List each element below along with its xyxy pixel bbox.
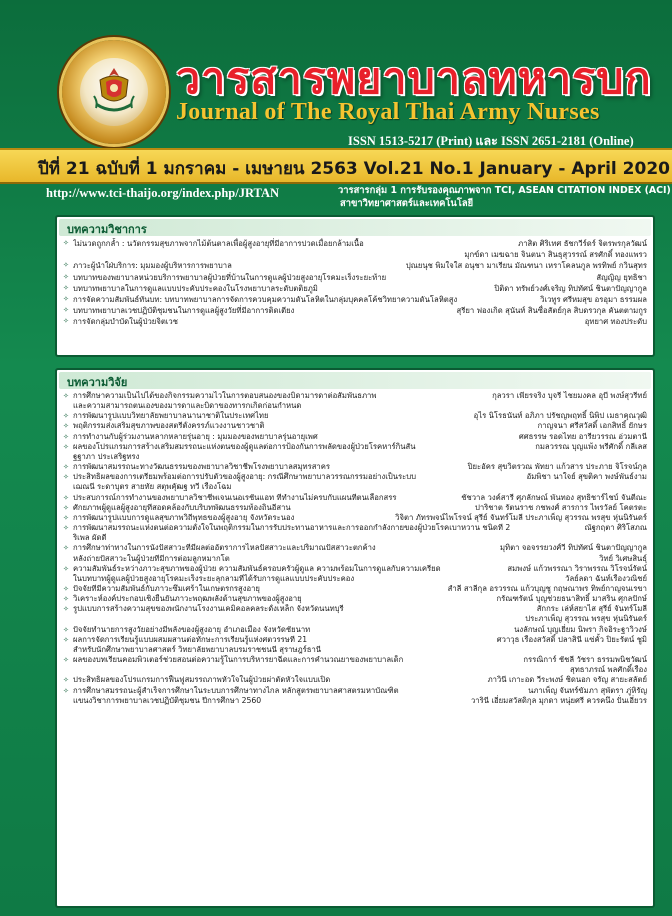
review-article-item xyxy=(63,272,647,283)
article-row xyxy=(73,305,647,316)
research-article-item xyxy=(63,472,647,492)
article-title: ✧ บทบาทพยาบาลในการดูแลแบบประคับประคองในโรงพยาบาลระดับตติยภูมิ xyxy=(73,283,318,293)
article-title: ✧ ปัจจัยทำนายการสูงวัยอย่างมีพลังของผู้สูงอายุ อำเภอเมือง จังหวัดชัยนาท xyxy=(73,624,311,634)
research-article-item xyxy=(63,391,647,411)
review-heading: บทความวิชาการ xyxy=(67,223,147,236)
article-authors: ชัชวาล วงค์สารี ศุภลักษณ์ พันทอง สุทธิชาร์ไชบ์ จันตีณะ xyxy=(461,492,647,502)
article-title: ✧ ผลของโปรแกรมการสร้างเสริมสมรรถนะแห่งตนของผู้ดูแลต่อการป้องกันการพลัดของผู้ป่วยโรคหาร์กินสัน xyxy=(73,441,416,451)
article-continuation: ฐฐาภา ประเสริฐทรง xyxy=(73,451,140,461)
article-authors: วิจิตา ภัทรพจน์ไพโรจน์ สุรีย์ จันทร์โมลี ประภาเพ็ญ สุวรรณ พรสุข หุ่นนิรันดร์ xyxy=(395,512,647,522)
article-row xyxy=(73,584,647,594)
research-article-item xyxy=(63,564,647,584)
article-continuation: เฌณนี ระดาบุตร สายทัย สตุพคุัฒฐ ทวี เรืองโฉม xyxy=(73,482,232,492)
article-title: ✧ ประสิทธิผลของการเตรียมพร้อมต่อการปรับตัวของผู้สูงอายุ: กรณีศึกษาพยาบาลวรรณกรรมอย่างเป็นระบบ xyxy=(73,472,416,482)
article-title: ✧ การพัฒนารูปแบบการดูแลสุขภาพวิถีพุทธของผู้สูงอายุ จังหวัดระนอง xyxy=(73,512,295,522)
article-title: ✧ ผลการจัดการเรียนรู้แบบผสมผสานต่อทักษะการเรียนรู้แห่งศตวรรษที่ 21 xyxy=(73,634,308,644)
article-continuation-row xyxy=(73,574,647,584)
article-authors: ภาวินี เกาะอด วีระพงษ์ ชิดนอก จรัญ สายะสลัตย์ xyxy=(487,675,647,685)
research-article-item xyxy=(63,686,647,706)
review-articles-box xyxy=(55,215,655,357)
article-title: ✧ การพัฒนาสมรรถนะแห่งตนต่อความตั้งใจในพฤติกรรมในการรับประทานอาหารและการออกกำลังกายของผู้ป่วยโรคเบาหวาน ชนิดที่ 2 xyxy=(73,523,511,533)
tci-line-1: วารสารกลุ่ม 1 การรับรองคุณภาพจาก TCI, ASEAN CITATION INDEX (ACI) xyxy=(338,185,671,196)
article-continuation: สำหรับนักศึกษาพยาบาลศาสตร์ วิทยาลัยพยาบาลบรมราชชนนี สุราษฎร์ธานี xyxy=(73,644,322,654)
article-authors: สมพงษ์ แก้วพรรณา วิราพรรณ วิโรจน์รัตน์ xyxy=(507,563,647,573)
article-authors: อัมพิชา นาใจย์ สุขติคา พงษ์พันธ์งาม xyxy=(526,472,647,482)
article-row xyxy=(73,594,647,604)
article-title: ✧ ความสัมพันธ์ระหว่างภาวะสุขภาพของผู้ป่วย ความสัมพันธ์ครอบครัวผู้ดูแล ความพร้อมในการดูแลกับความเครียด xyxy=(73,563,441,573)
article-row xyxy=(73,635,647,645)
article-title: ✧ การศึกษาสมรรถนะผู้สำเร็จการศึกษาในระบบการศึกษาทางไกล หลักสูตรพยาบาลศาสตรมหาบัณฑิต xyxy=(73,685,399,695)
article-row xyxy=(73,655,647,665)
article-title: ✧ ไม่นวดถูกกล้ำ : นวัตกรรมสุขภาพจากไม้ต้นตาลเพื่อผู้สูงอายุที่มีอาการปวดเมื่อยกล้ามเนื้อ xyxy=(73,239,364,248)
research-article-list xyxy=(57,391,653,706)
article-title: ✧ การพัฒนาสมรรถนะทางวัฒนธรรมของพยาบาลวิชาชีพโรงพยาบาลสมุทรสาคร xyxy=(73,462,331,472)
article-title: ✧ ผลของบทเรียนคอมพิวเตอร์ช่วยสอนต่อความรู้ในการบริหารยาฉีดและการคำนวณยาของพยาบาลเด็ก xyxy=(73,655,404,665)
article-continuation-row xyxy=(73,665,647,675)
article-row xyxy=(73,316,647,327)
article-row xyxy=(73,442,647,452)
article-title: ✧ รูปแบบการสร้างความสุขของพนักงานโรงงานเคมิคอลคลระดั้งเหล็ก จังหวัดนนทบุรี xyxy=(73,604,344,614)
article-title: ✧ การศึกษาความเป็นไปได้ของกิจกรรมความไวในการตอบสนองของบิดามารดาต่อสัมพันธภาพ xyxy=(73,391,377,400)
article-title: ✧ การจัดกลุ่มบำบัดในผู้ป่วยจิตเวช xyxy=(73,317,178,327)
article-title-continued xyxy=(73,614,519,624)
issue-band xyxy=(0,148,672,184)
research-section-header xyxy=(59,372,651,389)
emblem-crest-icon xyxy=(90,66,138,116)
article-continuation: ริเพล ผัดดี xyxy=(73,533,107,543)
research-article-item xyxy=(63,655,647,675)
article-title: ✧ บทบาทพยาบาลเวชปฏิบัติชุมชนในการดูแลผู้สูงวัยที่มีอาการติดเตียง xyxy=(73,306,295,316)
research-article-item xyxy=(63,584,647,594)
article-row xyxy=(73,283,647,294)
article-authors: สุรียา ฟองเกิด สุนันท์ สินซื่อสัตย์กุล สิบดรวกุล คันตตามกูร xyxy=(456,306,647,316)
research-article-item xyxy=(63,543,647,563)
article-authors-continued: ประภาเพ็ญ สุวรรณ พรสุข หุ่นนิรันดร์ xyxy=(525,614,647,624)
article-row xyxy=(73,238,647,249)
article-continuation-row xyxy=(73,554,647,564)
article-authors: วิเวทูร ศรีหมสุข อรอุมา ธรรมผล xyxy=(540,295,647,305)
review-article-item xyxy=(63,316,647,327)
article-row xyxy=(73,564,647,574)
article-row xyxy=(73,472,647,482)
article-row xyxy=(73,523,647,533)
research-article-item xyxy=(63,462,647,472)
article-title: ✧ การทำงานกับผู้ร่วมงานหลากหลายรุ่นอายุ : มุมมองของพยาบาลรุ่นอายุเพศ xyxy=(73,431,318,441)
article-row xyxy=(73,686,647,696)
article-title-continued xyxy=(73,665,564,675)
article-authors: ปุณยนุช พิมใจใส อนุชา มาเรียน มัณฑนา เหราโคลนกูล พรทิพย์ กวินสุทร xyxy=(405,261,647,271)
research-article-item xyxy=(63,421,647,431)
article-authors: อุไร นิโรธนันท์ อภิภา ปรัชญพฤทธิ์ นิพิป เมธาคุณวุฒิ xyxy=(473,411,647,421)
article-authors: อุทยาศ ทองประดับ xyxy=(584,317,647,327)
article-authors: ภาสิต ศิริเทศ ธัชกวีร์ดร์ จิตรพรกุลวัฒน์ xyxy=(518,239,647,248)
article-title-continued: แขนงวิชาการพยาบาลเวชปฏิบัติชุมชน ปีการศึกษา 2560 xyxy=(73,695,262,705)
article-authors: สำลี สาลีกุล อรวรรณ แก้วบุญชู กฤษณาพร ทิพย์กาญจนเรขา xyxy=(447,583,647,593)
article-authors: กาญจนา ศรีสวัสดิ์ เอกสิทธิ์ ยักษร xyxy=(537,421,647,431)
article-authors-continued: วิทย์ วิเศษสินธุ์ xyxy=(599,553,647,563)
article-title: ✧ การพัฒนารูปแบบวิทยาลัยพยาบาลนานาชาติในประเทศไทย xyxy=(73,411,269,421)
article-title: ✧ ประสบการณ์การทำงานของพยาบาลวิชาชีพเจนเนอเรชั่นแอท ที่ทำงานไม่ครบกับแผนที่ตนเลือกสรร xyxy=(73,492,397,502)
article-row xyxy=(73,421,647,431)
article-row xyxy=(73,294,647,305)
article-authors: นงลักษณ์ บุญเยี่ยม นิพรา กิจอิระฐาวิวงษ์ xyxy=(514,624,647,634)
article-title: ✧ ประสิทธิผลของโปรแกรมการฟื้นฟูสมรรถภาพหัวใจในผู้ป่วยผ่าตัดหัวใจแบบเปิด xyxy=(73,675,331,685)
article-authors-continued: วารินี เอี่ยมสวัสดิกุล มุกดา หนุ่ยศรี ควรคนึง ปั่นเอี่ยวร xyxy=(470,695,647,705)
article-row xyxy=(73,432,647,442)
article-title: ✧ ปัจจัยที่มีความสัมพันธ์กับภาวะซึมเศร้าในเกษตรกรสูงอายุ xyxy=(73,583,260,593)
article-row xyxy=(73,272,647,283)
research-article-item xyxy=(63,675,647,685)
article-authors: กรัณฑรัตน์ บุญช่วยธนาสิทธิ์ มาสริน ศุกลปักษ์ xyxy=(496,594,647,604)
review-article-item xyxy=(63,260,647,271)
army-nurses-emblem-logo xyxy=(62,40,166,144)
article-authors: ศศธรรษ รอดไทย อารียวรรณ อ่วมตานี xyxy=(518,431,647,441)
article-title: ✧ ภาวะผู้นำใฝ่บริการ: มุมมองผู้บริหารการพยาบาล xyxy=(73,261,232,271)
article-authors: ศวาวุธ เรืองสวัสดิ์ ปลาสินี แซ่คั้ว ปิยะรัตน์ ชูมิ xyxy=(496,634,647,644)
review-section-header xyxy=(59,219,651,236)
article-row xyxy=(73,411,647,421)
article-row xyxy=(73,675,647,685)
article-continuation: มุกข์ดา เมฆฉาย จินตนา สินธุสุวรรณ์ สรศักดิ์ ทองแพรว xyxy=(464,250,647,260)
article-title: ✧ การศึกษาท่าทางในการนั่งปัสสาวะที่มีผลต่ออัตราการไหลปัสสาวะและปริมาณปัสสาวะตกค้าง xyxy=(73,543,376,553)
article-authors: ณัฐกฤตา ศิริโสภณ xyxy=(584,523,647,533)
article-continuation-row xyxy=(73,614,647,624)
article-title: ✧ พฤติกรรมส่งเสริมสุขภาพของสตรีตั้งครรภ์แวงงานชาวชาติ xyxy=(73,421,265,431)
review-article-item xyxy=(63,305,647,316)
article-authors: ปิยะอัคร สุขวิตรวณ พัทยา แก้วสาร ประภาย จิโรจน์กุล xyxy=(467,462,647,472)
article-row xyxy=(73,543,647,553)
review-article-item xyxy=(63,294,647,305)
article-row xyxy=(73,260,647,271)
article-row xyxy=(73,493,647,503)
article-title: ✧ การจัดความสัมพันธ์ทันบท: บทบาทพยาบาลการจัดการควบคุมความดันโลหิตในกลุ่มบุคคลโค้ชวิทยาความดันโลหิตสูง xyxy=(73,295,458,305)
review-article-list xyxy=(57,238,653,328)
article-row xyxy=(73,462,647,472)
research-articles-box xyxy=(55,368,655,908)
article-authors: กุลวรา เพียรจริง บุจรี ไชยมงคล อุบี พงษ์สุวรีทย์ xyxy=(492,391,647,400)
research-article-item xyxy=(63,594,647,604)
article-authors: ปาริชาต รัตนราช กชพงศ์ สารการ ไพรวัลย์ โคตรตะ xyxy=(474,502,647,512)
research-article-item xyxy=(63,432,647,442)
journal-url-link[interactable]: http://www.tci-thaijo.org/index.php/JRTAN xyxy=(46,186,280,200)
article-authors: ปิติดา ทรัพย์วงศ์เจริญ ทิปทัศน์ ชินตาปัญญากูล xyxy=(494,283,647,293)
article-title: ✧ วิเคราะห์องค์ประกอบเชิงยืนยันภาวะพฤฒพลังด้านสุขภาพของผู้สูงอายุ xyxy=(73,594,302,604)
research-article-item xyxy=(63,493,647,503)
article-title-continued: ในบทบาทผู้ดูแลผู้ป่วยสูงอายุโรคมะเร็งระยะลุกลามที่ได้รับการดูแลแบบประคับประคอง xyxy=(73,573,355,583)
article-authors: กรรณิการ์ ชัชลี วัชรา ธรรมพนิชวัฒน์ xyxy=(523,655,647,665)
article-continuation-row xyxy=(73,696,647,706)
research-article-item xyxy=(63,604,647,624)
research-article-item xyxy=(63,523,647,543)
issn-line: ISSN 1513-5217 (Print) และ ISSN 2651-2181 (Online) xyxy=(348,134,634,148)
research-article-item xyxy=(63,625,647,635)
article-row xyxy=(73,503,647,513)
issue-label: ปีที่ 21 ฉบับที่ 1 มกราคม - เมษายน 2563 Vol.21 No.1 January - April 2020 xyxy=(38,159,670,179)
review-article-item xyxy=(63,238,647,260)
research-article-item xyxy=(63,442,647,462)
article-authors-continued: สุทธาภรณ์ พลศักดิ์เรือง xyxy=(570,665,647,675)
article-title: ✧ ศักยภาพผู้ดูแลผู้สูงอายุที่สอดคล้องกับบริบทพัฒนธรรมท้องถิ่นอีสาน xyxy=(73,502,291,512)
article-title: ✧ บทบาทของพยาบาลหน่วยบริการพยาบาลผู้ป่วยที่บ้านในการดูแลผู้ป่วยสูงอายุโรคมะเร็งระยะท้าย xyxy=(73,272,387,282)
article-title-continued: หลังถ่ายปัสสาวะในผู้ป่วยที่มีการต่อมลูกหมากโต xyxy=(73,553,230,563)
research-article-item xyxy=(63,635,647,655)
article-authors: มุทิตา จอจรรยวงศ์วี ทิปทัศน์ ชินตาปัญญากูล xyxy=(499,543,647,553)
article-row xyxy=(73,625,647,635)
research-article-item xyxy=(63,503,647,513)
research-article-item xyxy=(63,411,647,421)
article-authors-continued: วัลย์ลดา ฉันท์เรืองวณิชย์ xyxy=(565,573,647,583)
article-authors: สัญญิญ ยุทธิชา xyxy=(596,272,647,282)
article-authors: สักกระ เล่ห์สยาไส สุรีย์ จันทร์โมลี xyxy=(536,604,647,614)
journal-title-english: Journal of The Royal Thai Army Nurses xyxy=(176,99,600,125)
article-authors: กมลวรรณ บุญแพ้ง พรีศักดิ์ กลีเลส xyxy=(535,441,647,451)
article-row xyxy=(73,604,647,614)
tci-certification xyxy=(338,184,671,210)
journal-title-thai: วารสารพยาบาลทหารบก xyxy=(176,54,652,104)
article-authors: นภาเพ็ญ จันทร์ขัมภา สุพัตรา ภู่หิรัญ xyxy=(528,685,647,695)
research-heading: บทความวิจัย xyxy=(67,376,128,389)
article-row xyxy=(73,391,647,401)
article-row xyxy=(73,513,647,523)
research-article-item xyxy=(63,513,647,523)
tci-line-2: สาขาวิทยาศาสตร์และเทคโนโลยี xyxy=(340,198,474,209)
article-continuation: และความสามารถตนเองของมารดาและบิดาของทารกเกิดก่อนกำหนด xyxy=(73,401,302,411)
review-article-item xyxy=(63,283,647,294)
